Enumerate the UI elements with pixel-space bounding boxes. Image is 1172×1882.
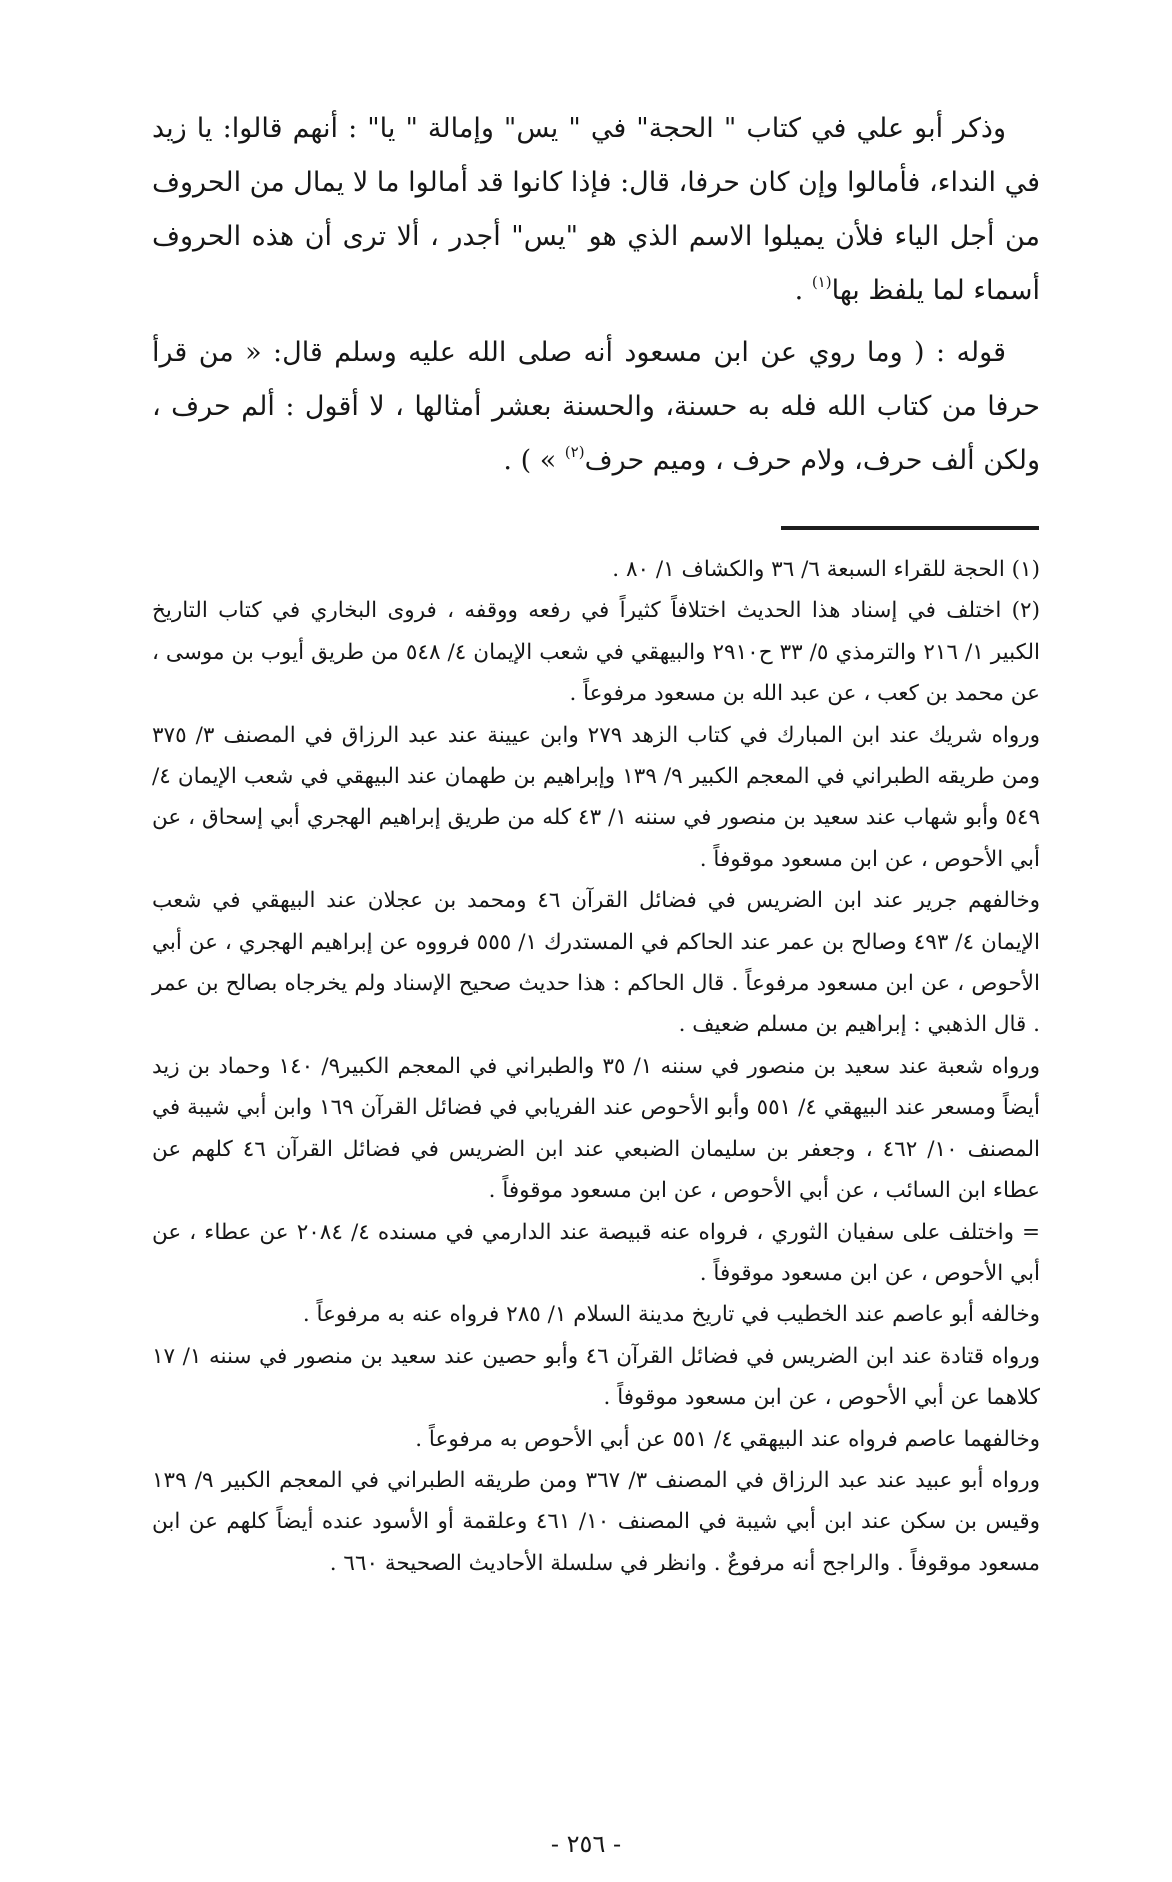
footnote-line: وخالفه أبو عاصم عند الخطيب في تاريخ مدينة السلام ١/ ٢٨٥ فرواه عنه به مرفوعاً . [302,1302,1040,1328]
paragraph-text: قوله : ( وما روي عن ابن مسعود أنه صلى الله عليه وسلم قال: « من قرأ حرفا من كتاب الله فله به حسنة، والحسنة بعشر أمثالها ، لا أقول : ألم حرف ، ولكن ألف حرف، ولام حرف ، وميم حرف [152,337,1040,476]
footnote-line: (١) الحجة للقراء السبعة ٦/ ٣٦ والكشاف ١/ ٨٠ . [612,557,1040,582]
footnote-separator [781,526,1039,530]
footnote-marker: (١) [811,273,832,291]
footnote-line: وخالفهما عاصم فرواه عند البيهقي ٤/ ٥٥١ عن أبي الأحوص به مرفوعاً . [415,1426,1040,1452]
paragraph-text: وذكر أبو علي في كتاب " الحجة" في " يس" وإمالة " يا" : أنهم قالوا: يا زيد في النداء، فأمالوا وإن كان حرفا، قال: فإذا كانوا قد أمالوا ما لا يمال من الحروف من أجل الياء فلأن يميلوا الاسم الذي هو "يس" أجدر ، ألا ترى أن هذه الحروف أسماء لما يلفظ بها [152,113,1040,306]
paragraph-tail: » ) . [503,445,565,476]
footnote-line: وخالفهم جرير عند ابن الضريس في فضائل القرآن ٤٦ ومحمد بن عجلان عند البيهقي في شعب الإيمان ٤/ ٤٩٣ وصالح بن عمر عند الحاكم في المستدرك ١/ ٥٥٥ فرووه عن إبراهيم الهجري ، عن أبي الأحوص ، عن ابن مسعود مرفوعاً . قال الحاكم : هذا حديث صحيح الإسناد ولم يخرجاه بصالح بن عمر . قال الذهبي : إبراهيم بن مسلم ضعيف . [152,888,1041,1038]
footnote-line: ورواه قتادة عند ابن الضريس في فضائل القرآن ٤٦ وأبو حصين عند سعيد بن منصور في سننه ١/ ١٧ كلاهما عن أبي الأحوص ، عن ابن مسعود موقوفاً . [152,1343,1040,1411]
footnote-line: (٢) اختلف في إسناد هذا الحديث اختلافاً كثيراً في رفعه ووقفه ، فروى البخاري في كتاب التاريخ الكبير ١/ ٢١٦ والترمذي ٥/ ٣٣ ح٢٩١٠ والبيهقي في شعب الإيمان ٤/ ٥٤٨ من طريق أيوب بن موسى ، عن محمد بن كعب ، عن عبد الله بن مسعود مرفوعاً . [152,598,1041,707]
footnote-line: ورواه أبو عبيد عند عبد الرزاق في المصنف ٣/ ٣٦٧ ومن طريقه الطبراني في المعجم الكبير ٩/ ١٣٩ وقيس بن سكن عند ابن أبي شيبة في المصنف ١٠/ ٤٦١ وعلقمة أو الأسود عنده أيضاً كلهم عن ابن مسعود موقوفاً . والراجح أنه مرفوعٌ . وانظر في سلسلة الأحاديث الصحيحة ٦٦٠ . [152,1467,1041,1576]
footnotes [152,549,1040,1584]
footnote-line: ورواه شريك عند ابن المبارك في كتاب الزهد ٢٧٩ وابن عيينة عند عبد الرزاق في المصنف ٣/ ٣٧٥ ومن طريقه الطبراني في المعجم الكبير ٩/ ١٣٩ وإبراهيم بن طهمان عند البيهقي في شعب الإيمان ٤/ ٥٤٩ وأبو شهاب عند سعيد بن منصور في سننه ١/ ٤٣ كله من طريق إبراهيم الهجري أبي إسحاق ، عن أبي الأحوص ، عن ابن مسعود موقوفاً . [152,722,1041,872]
main-text [152,102,1040,488]
footnote-line: ورواه شعبة عند سعيد بن منصور في سننه ١/ ٣٥ والطبراني في المعجم الكبير٩/ ١٤٠ وحماد بن زيد أيضاً ومسعر عند البيهقي ٤/ ٥٥١ وأبو الأحوص عند الفريابي في فضائل القرآن ١٦٩ وابن أبي شيبة في المصنف ١٠/ ٤٦٢ ، وجعفر بن سليمان الضبعي عند ابن الضريس في فضائل القرآن ٤٦ كلهم عن عطاء ابن السائب ، عن أبي الأحوص ، عن ابن مسعود موقوفاً . [152,1053,1041,1204]
main-paragraph [152,326,1040,488]
page-number: - ٢٥٦ - [550,1830,622,1858]
paragraph-tail: . [794,275,812,306]
footnote-line: = واختلف على سفيان الثوري ، فرواه عنه قبيصة عند الدارمي في مسنده ٤/ ٢٠٨٤ عن عطاء ، عن أبي الأحوص ، عن ابن مسعود موقوفاً . [152,1219,1041,1286]
footnote-marker: (٢) [564,443,585,461]
main-paragraph [152,102,1040,318]
